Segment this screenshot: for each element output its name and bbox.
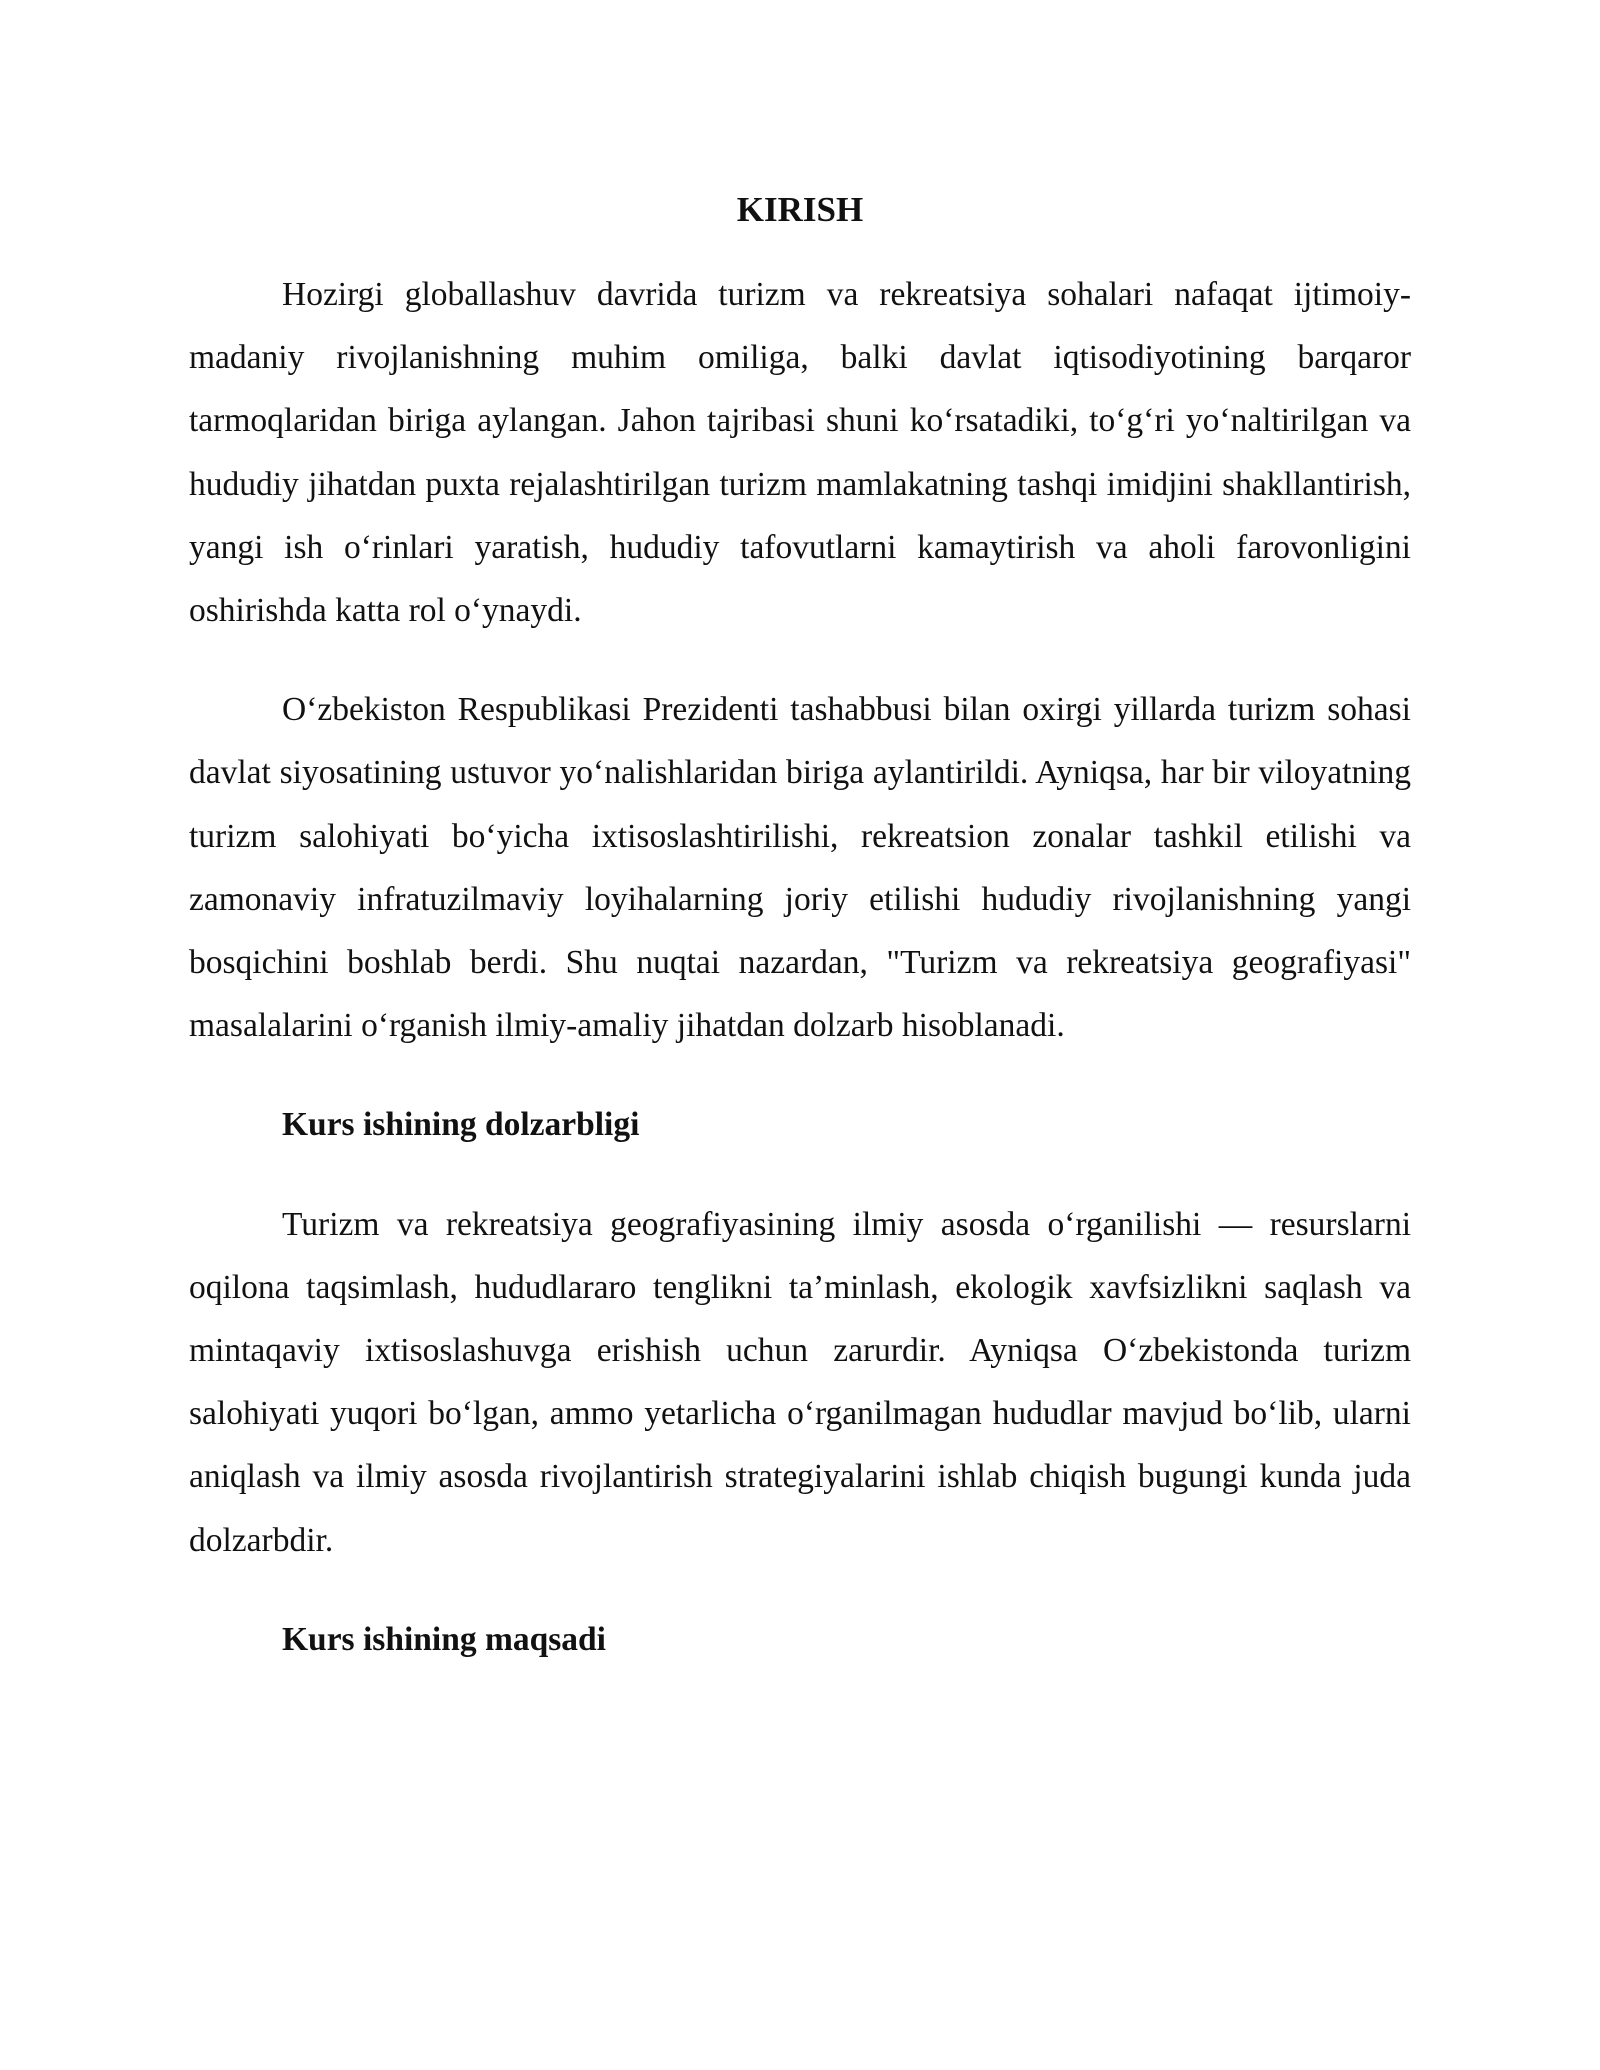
intro-paragraph-1: Hozirgi globallashuv davrida turizm va rekreatsiya sohalari nafaqat ijtimoiy-madaniy rivojlanishning muhim omiliga, balki davlat iqtisodiyotining barqaror tarmoqlaridan biriga aylangan. Jahon tajribasi shuni ko‘rsatadiki, to‘g‘ri yo‘naltirilgan va hududiy jihatdan puxta rejalashtirilgan turizm mamlakatning tashqi imidjini shakllantirish, yangi ish o‘rinlari yaratish, hududiy tafovutlarni kamaytirish va aholi farovonligini oshirishda katta rol o‘ynaydi.: [189, 276, 1411, 630]
page-title: KIRISH: [736, 190, 864, 229]
section-heading-goal: Kurs ishining maqsadi: [282, 1620, 606, 1658]
relevance-paragraph: Turizm va rekreatsiya geografiyasining ilmiy asosda o‘rganilishi — resurslarni oqilona taqsimlash, hududlararo tenglikni ta’minlash, ekologik xavfsizlikni saqlash va mintaqaviy ixtisoslashuvga erishish uchun zarurdir. Ayniqsa O‘zbekistonda turizm salohiyati yuqori bo‘lgan, ammo yetarlicha o‘rganilmagan hududlar mavjud bo‘lib, ularni aniqlash va ilmiy asosda rivojlantirish strategiyalarini ishlab chiqish bugungi kunda juda dolzarbdir.: [189, 1205, 1411, 1559]
section-heading-relevance: Kurs ishining dolzarbligi: [282, 1106, 640, 1144]
page-content: [189, 186, 1411, 1707]
intro-paragraph-2: O‘zbekiston Respublikasi Prezidenti tashabbusi bilan oxirgi yillarda turizm sohasi davlat siyosatining ustuvor yo‘nalishlaridan biriga aylantirildi. Ayniqsa, har bir viloyatning turizm salohiyati bo‘yicha ixtisoslashtirilishi, rekreatsion zonalar tashkil etilishi va zamonaviy infratuzilmaviy loyihalarning joriy etilishi hududiy rivojlanishning yangi bosqichini boshlab berdi. Shu nuqtai nazardan, "Turizm va rekreatsiya geografiyasi" masalalarini o‘rganish ilmiy-amaliy jihatdan dolzarb hisoblanadi.: [189, 691, 1411, 1045]
